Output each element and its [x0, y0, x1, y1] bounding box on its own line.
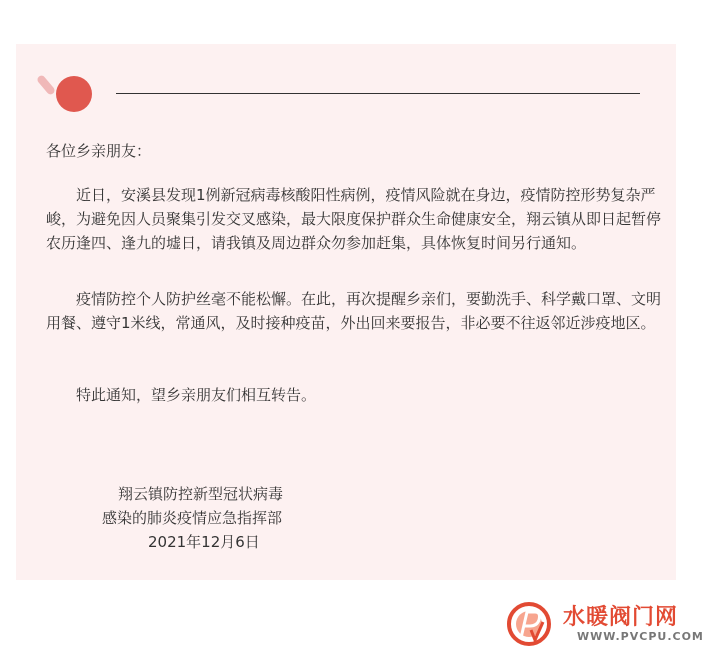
watermark-title: 水暖阀门网	[563, 605, 679, 630]
notice-closing: 特此通知，望乡亲朋友们相互转告。	[76, 386, 317, 404]
notice-greeting: 各位乡亲朋友：	[46, 142, 152, 160]
pv-logo-icon	[505, 600, 553, 648]
watermark-url: WWW.PVCPU.COM	[577, 630, 704, 643]
signature-date: 2021年12月6日	[148, 533, 260, 551]
signature-line-2: 感染的肺炎疫情应急指挥部	[102, 509, 283, 527]
signature-line-1: 翔云镇防控新型冠状病毒	[118, 485, 284, 503]
notice-paragraph-2: 疫情防控个人防护丝毫不能松懈。在此，再次提醒乡亲们，要勤洗手、科学戴口罩、文明用餐、遵守1米线，常通风，及时接种疫苗，外出回来要报告，非必要不往返邻近涉疫地区。	[46, 290, 662, 332]
notice-paragraph-1: 近日，安溪县发现1例新冠病毒核酸阳性病例，疫情风险就在身边，疫情防控形势复杂严峻，为避免因人员聚集引发交叉感染，最大限度保护群众生命健康安全，翔云镇从即日起暂停农历逢四、逢九的墟日，请我镇及周边群众勿参加赶集，具体恢复时间另行通知。	[46, 186, 662, 252]
header-divider	[116, 93, 640, 94]
decorative-circle	[56, 76, 92, 112]
site-watermark	[505, 598, 704, 650]
decorative-dot-icon	[40, 74, 96, 114]
